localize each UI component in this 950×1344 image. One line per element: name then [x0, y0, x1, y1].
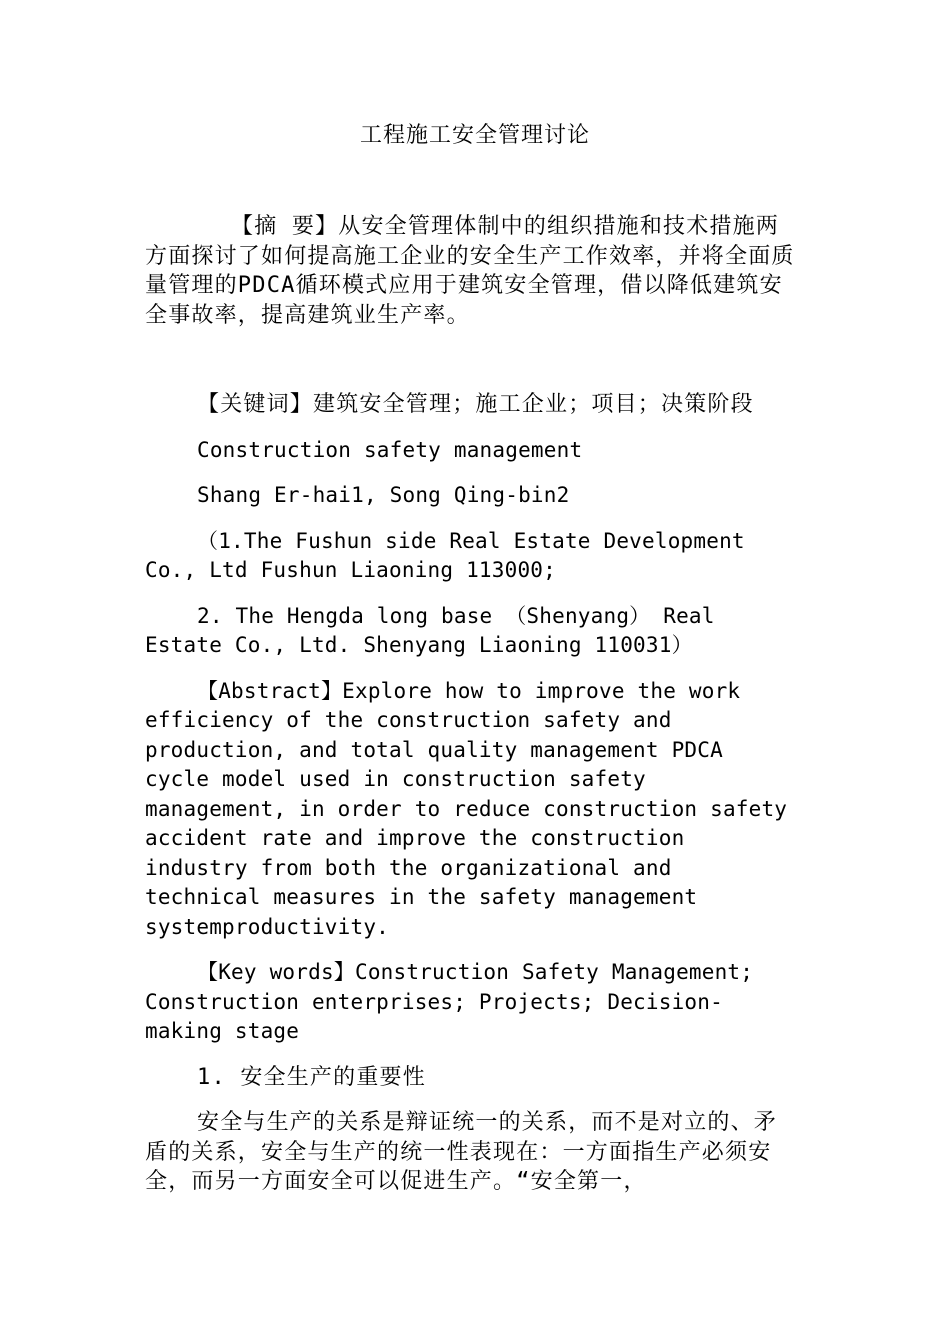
keywords-cn: 【关键词】建筑安全管理；施工企业；项目；决策阶段 [197, 392, 754, 417]
abstract-en: 【Abstract】Explore how to improve the work efficiency of the construction safety and production, and total quality management PDCA cycle model used in construction safety management, in order to reduce construction safety accident rate and improve the construction industry from both the organizational and technical measures in the safety management systemproductivity. [145, 678, 788, 939]
section-heading: 1. 安全生产的重要性 [197, 1064, 426, 1090]
affiliation-1: （1.The Fushun side Real Estate Development Co., Ltd Fushun Liaoning 113000; [145, 528, 745, 582]
authors: Shang Er-hai1, Song Qing-bin2 [197, 483, 570, 507]
document-body [145, 212, 797, 1197]
section-body: 安全与生产的关系是辩证统一的关系，而不是对立的、矛盾的关系，安全与生产的统一性表现在：一方面指生产必须安全，而另一方面安全可以促进生产。“安全第一， [145, 1110, 778, 1194]
abstract-cn: 【摘 要】从安全管理体制中的组织措施和技术措施两方面探讨了如何提高施工企业的安全生产工作效率，并将全面质量管理的PDCA循环模式应用于建筑安全管理，借以降低建筑安全事故率，提高建筑业生产率。 [145, 214, 795, 328]
keywords-en: 【Key words】Construction Safety Management; Construction enterprises; Projects; Decision-making stage [145, 960, 754, 1043]
page-title: 工程施工安全管理讨论 [359, 123, 590, 148]
english-title: Construction safety management [197, 437, 583, 462]
affiliation-2: 2. The Hengda long base （Shenyang） Real Estate Co., Ltd. Shenyang Liaoning 110031） [145, 603, 715, 657]
